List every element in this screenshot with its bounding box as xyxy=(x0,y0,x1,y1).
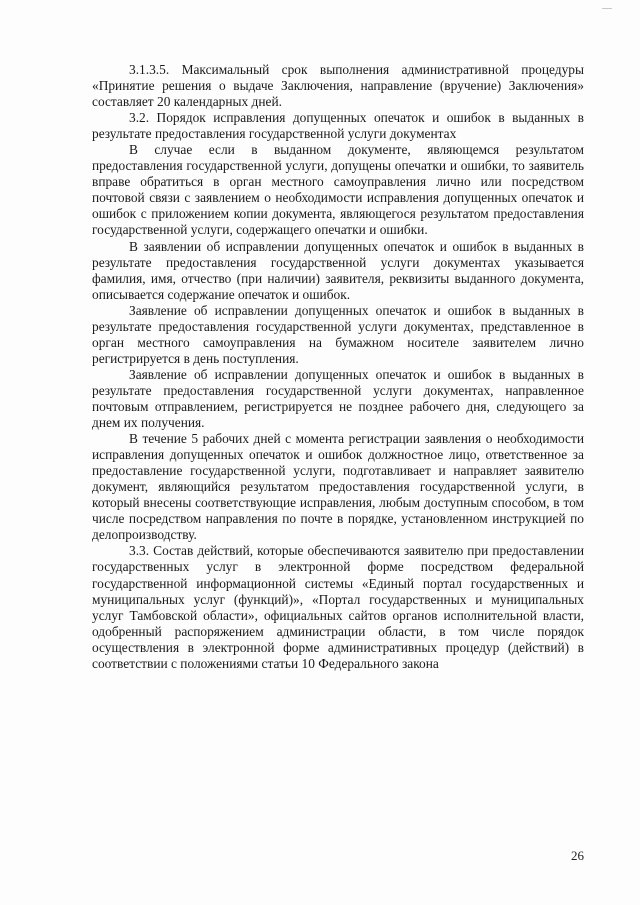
paragraph-mail-registration: Заявление об исправлении допущенных опечаток и ошибок в выданных в результате предоставления государственной услуги документах, направленное почтовым отправлением, регистрируется не позднее рабочего дня, следующего за днем их получения. xyxy=(92,366,584,431)
paragraph-correction-deadline: В течение 5 рабочих дней с момента регистрации заявления о необходимости исправления допущенных опечаток и ошибок должностное лицо, ответственное за предоставление государственной услуги, подготавливает и направляет заявителю документ, являющийся результатом предоставления государственной услуги, в который внесены соответствующие исправления, любым доступным способом, в том числе посредством направления по почте в порядке, установленном инструкцией по делопроизводству. xyxy=(92,431,584,543)
paragraph-3-1-3-5: 3.1.3.5. Максимальный срок выполнения административной процедуры «Принятие решения о выдаче Заключения, направление (вручение) Заключения» составляет 20 календарных дней. xyxy=(92,62,584,110)
scan-corner-mark xyxy=(602,2,612,9)
page-number: 26 xyxy=(571,848,584,863)
paragraph-errors-case: В случае если в выданном документе, являющемся результатом предоставления государственной услуги, допущены опечатки и ошибки, то заявитель вправе обратиться в орган местного самоуправления лично или посредством почтовой связи с заявлением о необходимости исправления допущенных опечаток и ошибок с приложением копии документа, являющегося результатом предоставления государственной услуги, содержащего опечатки и ошибки. xyxy=(92,142,584,238)
document-body xyxy=(92,62,584,672)
paragraph-3-3: 3.3. Состав действий, которые обеспечиваются заявителю при предоставлении государственных услуг в электронной форме посредством федеральной государственной информационной системы «Единый портал государственных и муниципальных услуг (функций)», «Портал государственных и муниципальных услуг Тамбовской области», официальных сайтов органов исполнительной власти, одобренный распоряжением администрации области, в том числе порядок осуществления в электронной форме административных процедур (действий) в соответствии с положениями статьи 10 Федерального закона xyxy=(92,543,584,671)
paragraph-3-2-heading: 3.2. Порядок исправления допущенных опечаток и ошибок в выданных в результате предоставления государственной услуги документах xyxy=(92,110,584,142)
paragraph-application-contents: В заявлении об исправлении допущенных опечаток и ошибок в выданных в результате предоставления государственной услуги документах указывается фамилия, имя, отчество (при наличии) заявителя, реквизиты выданного документа, описывается содержание опечаток и ошибок. xyxy=(92,238,584,302)
paragraph-paper-registration: Заявление об исправлении допущенных опечаток и ошибок в выданных в результате предоставления государственной услуги документах, представленное в орган местного самоуправления на бумажном носителе заявителем лично регистрируется в день поступления. xyxy=(92,302,584,366)
